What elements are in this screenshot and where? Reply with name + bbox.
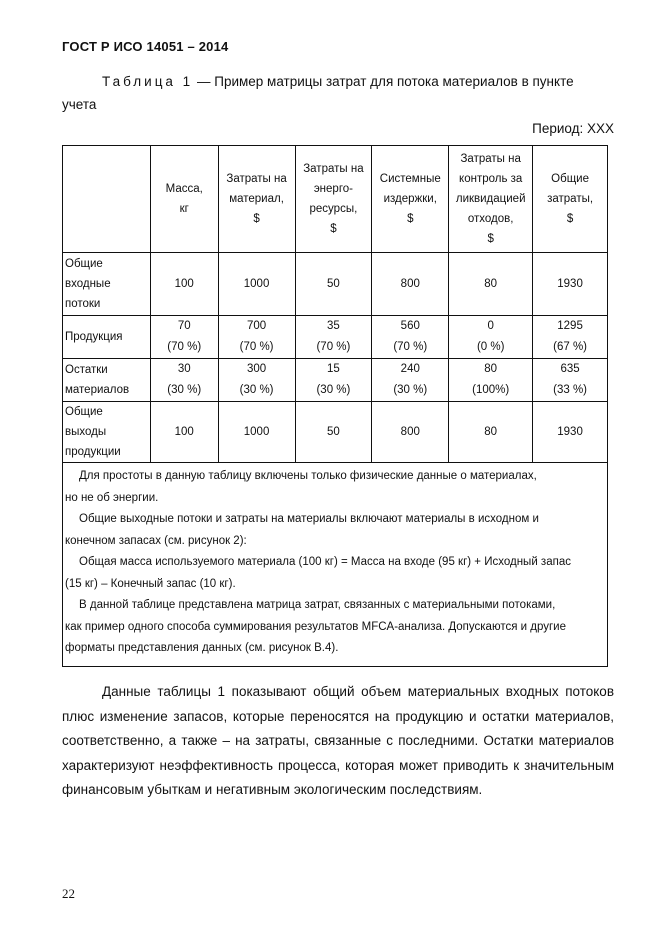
cell-line: ресурсы,	[309, 203, 358, 215]
value-cell	[449, 253, 533, 316]
cell-line: 35	[327, 320, 340, 332]
value-cell	[533, 359, 608, 402]
cell-line: 700	[246, 320, 267, 332]
value-cell	[372, 359, 449, 402]
column-header	[449, 146, 533, 253]
value-cell	[533, 316, 608, 359]
body-text-paragraph: Данные таблицы 1 показывают общий объем материальных входных потоков плюс изменение запасов, которые переносятся на продукцию и остатки материалов, соответственно, а также – на затраты, связанные с последними. Остатки материалов характеризуют неэффективность процесса, которая может приводить к значительным финансовым убыткам и негативным экологическим последствиям.	[62, 684, 614, 797]
cell-line: кг	[179, 203, 189, 215]
cell-line: 80	[484, 425, 498, 438]
caption-dash: —	[196, 74, 211, 89]
cell-line: 50	[327, 425, 340, 438]
cell-line: (70 %)	[316, 341, 351, 353]
table-note	[65, 595, 605, 660]
cell-line: (70 %)	[393, 341, 428, 353]
cell-line: (30 %)	[167, 384, 202, 396]
cell-line: (70 %)	[167, 341, 202, 353]
note-line: Общие выходные потоки и затраты на материалы включают материалы в исходном и	[79, 513, 539, 525]
cell-line: 1000	[243, 277, 270, 290]
cell-line: Общие	[65, 406, 103, 418]
cost-matrix-table	[62, 145, 608, 667]
cell-line: $	[487, 233, 494, 245]
value-cell	[218, 402, 295, 463]
cell-line: входные	[65, 278, 111, 290]
cell-line: Общие	[65, 258, 103, 270]
value-cell	[372, 253, 449, 316]
cell-line: $	[566, 213, 574, 225]
column-header	[372, 146, 449, 253]
cell-line: $	[253, 213, 260, 225]
value-cell	[218, 253, 295, 316]
value-cell	[150, 253, 218, 316]
table-note	[65, 466, 605, 509]
table-row	[63, 253, 608, 316]
cell-line: Остатки	[65, 364, 108, 376]
table-note	[65, 509, 605, 552]
page-number: 22	[62, 886, 75, 901]
note-line: (15 кг) – Конечный запас (10 кг).	[65, 577, 236, 590]
cell-line: затраты,	[547, 193, 594, 205]
table-title: Пример матрицы затрат для потока материалов в пункте	[214, 74, 574, 89]
cell-line: 30	[177, 363, 191, 375]
column-header	[295, 146, 372, 253]
column-header	[218, 146, 295, 253]
table-caption	[62, 70, 614, 116]
value-cell	[150, 402, 218, 463]
row-label	[63, 402, 151, 463]
table-header-row	[63, 146, 608, 253]
cell-line: материал,	[229, 193, 284, 205]
header-empty-cell	[63, 146, 151, 253]
note-line: В данной таблице представлена матрица затрат, связанных с материальными потоками,	[79, 599, 556, 611]
cell-line: 1930	[557, 425, 583, 438]
row-label	[63, 359, 151, 402]
table-row	[63, 316, 608, 359]
value-cell	[218, 316, 295, 359]
cell-line: 0	[487, 320, 494, 332]
cell-line: потоки	[65, 298, 101, 310]
cell-line: 80	[484, 277, 498, 290]
value-cell	[449, 402, 533, 463]
row-label	[63, 253, 151, 316]
value-cell	[372, 402, 449, 463]
cell-line: 240	[400, 363, 420, 375]
cell-line: Общие	[551, 173, 589, 185]
cell-line: (33 %)	[553, 384, 587, 396]
cell-line: 70	[177, 320, 191, 332]
cell-line: $	[407, 213, 414, 225]
value-cell	[533, 253, 608, 316]
value-cell	[295, 402, 372, 463]
note-line: но не об энергии.	[65, 491, 159, 504]
cell-line: 1930	[557, 277, 583, 290]
cell-line: 15	[327, 363, 340, 375]
cell-line: 80	[484, 363, 498, 375]
note-line: форматы представления данных (см. рисунок В.4).	[65, 642, 339, 654]
cell-line: (30 %)	[316, 384, 351, 396]
cell-line: 635	[560, 363, 580, 375]
cell-line: (67 %)	[553, 341, 587, 353]
notes-row	[63, 463, 608, 667]
cell-line: ликвидацией	[455, 193, 526, 205]
table-label: Таблица 1	[102, 74, 194, 89]
cell-line: продукции	[65, 446, 121, 458]
value-cell	[218, 359, 295, 402]
cell-line: 300	[246, 363, 267, 375]
cell-line: отходов,	[467, 213, 514, 225]
column-header	[533, 146, 608, 253]
value-cell	[150, 316, 218, 359]
cell-line: Масса,	[165, 183, 203, 195]
cell-line: Продукция	[65, 331, 123, 343]
table-row	[63, 359, 608, 402]
cell-line: (0 %)	[476, 341, 505, 353]
cell-line: (30 %)	[393, 384, 428, 396]
body-paragraph	[62, 680, 614, 803]
cell-line: 50	[327, 277, 340, 290]
value-cell	[150, 359, 218, 402]
cell-line: 800	[400, 277, 420, 290]
cell-line: 1000	[243, 425, 270, 438]
cell-line: 560	[400, 320, 420, 332]
cell-line: (30 %)	[239, 384, 274, 396]
note-line: Для простоты в данную таблицу включены только физические данные о материалах,	[79, 470, 537, 482]
table-title-continuation: учета	[62, 97, 97, 112]
value-cell	[372, 316, 449, 359]
table-row	[63, 402, 608, 463]
value-cell	[295, 253, 372, 316]
cell-line: издержки,	[383, 193, 437, 205]
value-cell	[449, 359, 533, 402]
cell-line: (70 %)	[239, 341, 274, 353]
cell-line: Затраты на	[226, 173, 287, 185]
note-line: Общая масса используемого материала (100 кг) = Масса на входе (95 кг) + Исходный запас	[79, 556, 571, 568]
cell-line: (100%)	[472, 384, 510, 396]
table-note	[65, 552, 605, 595]
cell-line: 100	[174, 425, 194, 438]
column-header	[150, 146, 218, 253]
value-cell	[449, 316, 533, 359]
cell-line: $	[330, 223, 337, 235]
cell-line: выходы	[65, 426, 107, 438]
table-notes-cell	[63, 463, 608, 667]
cell-line: энерго-	[313, 183, 353, 195]
cell-line: 800	[400, 425, 420, 438]
note-line: конечном запасах (см. рисунок 2):	[65, 534, 247, 547]
note-line: как пример одного способа суммирования результатов MFCA-анализа. Допускаются и другие	[65, 620, 566, 633]
cell-line: контроль за	[459, 173, 523, 185]
period-label: Период: XXX	[532, 121, 614, 136]
cell-line: 100	[174, 277, 194, 290]
cell-line: Затраты на	[303, 163, 364, 175]
cell-line: Затраты на	[460, 153, 521, 165]
value-cell	[295, 359, 372, 402]
cell-line: материалов	[65, 384, 130, 396]
document-header: ГОСТ Р ИСО 14051 – 2014	[62, 39, 229, 54]
value-cell	[533, 402, 608, 463]
value-cell	[295, 316, 372, 359]
row-label	[63, 316, 151, 359]
cell-line: 1295	[557, 320, 583, 332]
cell-line: Системные	[379, 173, 441, 185]
